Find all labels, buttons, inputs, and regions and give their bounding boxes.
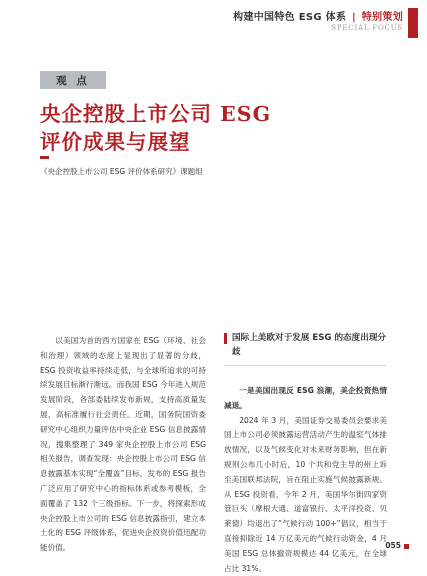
header-column-title: 构建中国特色 ESG 体系 <box>233 12 347 23</box>
article-author: 《央企控股上市公司 ESG 评价体系研究》课题组 <box>40 167 203 176</box>
page-number-mark <box>404 544 409 549</box>
lead-point: 一是美国出现反 ESG 浪潮，美企投资热情减退。 <box>224 386 387 410</box>
right-column <box>224 384 387 576</box>
header-accent-bar <box>408 8 418 38</box>
header-section: 特别策划 <box>361 12 403 23</box>
intro-paragraph: 以美国为首的西方国家在 ESG（环境、社会和治理）领域的态度上显现出了显著的分歧，ESG 投资收益率持续走低，与全球所追求的可持续发展目标渐行渐远。而我国 ESG 今年进入规范发展阶段，各部委陆续发布新规，支持高质量发展，高标准履行社会责任。近期，国务院国资委研究中心组织力量评估中央企业 ESG 信息披露情况，搜集整理了 349 家央企控股上市公司 ESG 相关报告，调查发现：央企控股上市公司 ESG 信息披露基本实现“全覆盖”目标，发布的 ESG 报告广泛应用了研究中心的指标体系或参考模板，全面覆盖了 132 个三级指标。下一步，将探索形成央企控股上市公司的 ESG 信息披露指引，建立本土化的 ESG 评级体系，促进央企投资价值迅配功能价值。 <box>40 336 206 553</box>
article-title <box>40 100 390 156</box>
section-heading-rule <box>224 365 387 366</box>
header-subtitle: SPECIAL FOCUS <box>331 24 403 32</box>
column-badge: 观 点 <box>40 71 106 89</box>
title-line-2: 评价成果与展望 <box>40 130 191 154</box>
page-number: 055 <box>385 541 401 550</box>
body-paragraph: 2024 年 3 月，美国证券交易委员会要求美国上市公司必须披露运营活动产生的温室气体排放情况，以及气候变化对未来财务影响，但在新规则公布几小时后，10 个共和党主导的州上诉至美国联邦法院，旨在阻止实施气候披露新规。从 ESG 投资看，今年 2 月，美国华尔街四家资管巨头（摩根大通、道富银行、太平洋投资、贝莱德）均退出了“气候行动 100+”倡议，相当于直接抑除近 14 万亿美元的气候行动资金，4 月美国 ESG 总体撤资规模达 44 亿美元，在全球占比 31%。 <box>224 415 387 573</box>
title-line-1: 央企控股上市公司 ESG <box>40 102 272 126</box>
running-header <box>233 8 403 23</box>
section-heading: 国际上美欧对于发展 ESG 的态度出现分歧 <box>232 333 387 357</box>
header-separator: | <box>352 12 356 23</box>
title-accent-dash <box>40 156 49 159</box>
left-column <box>40 334 206 556</box>
